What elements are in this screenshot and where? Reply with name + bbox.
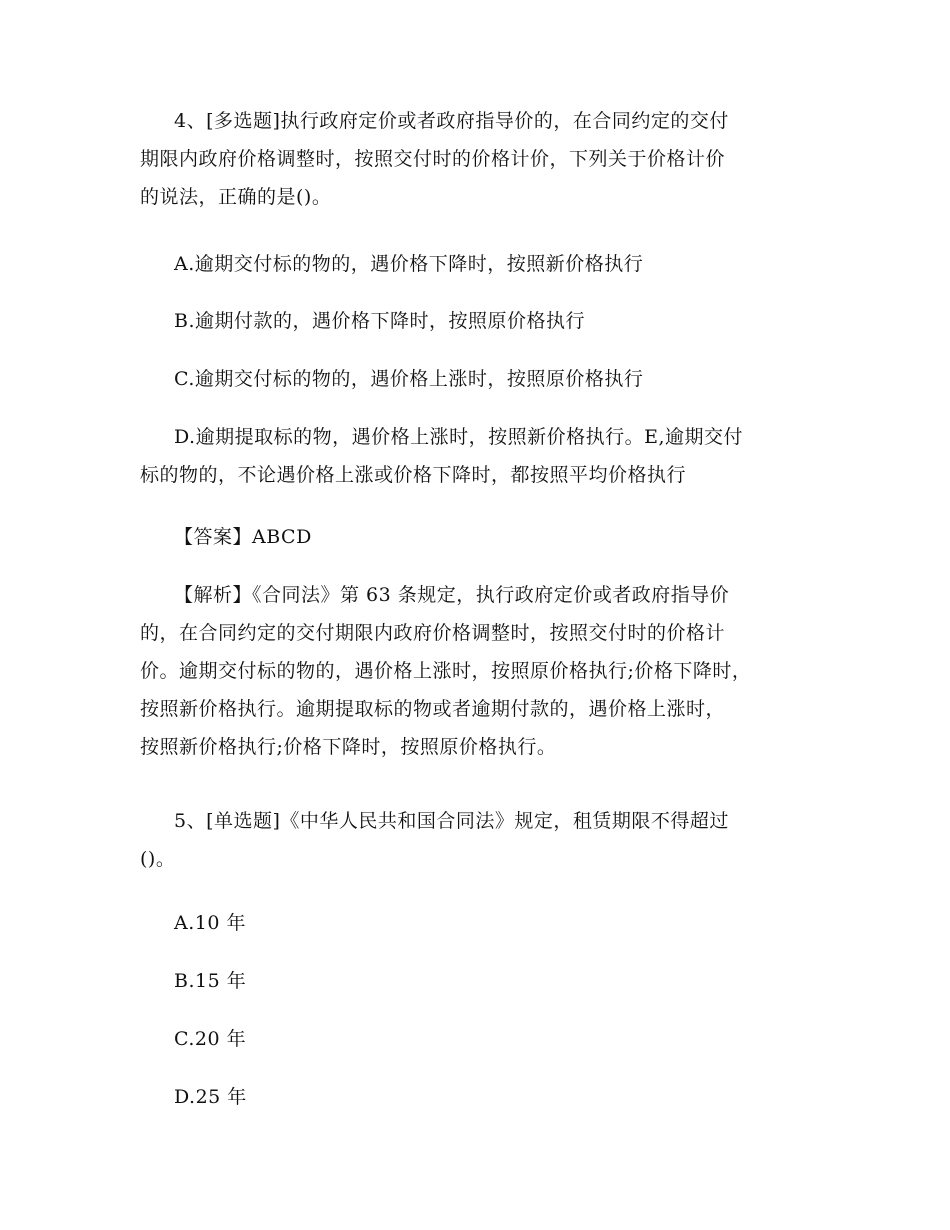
question-4-option-e-line: 标的物的，不论遇价格上涨或价格下降时，都按照平均价格执行 [140, 464, 687, 486]
question-4-option-d-line: D.逾期提取标的物，遇价格上涨时，按照新价格执行。E,逾期交付 [174, 426, 744, 448]
question-4-option-d-e [140, 418, 840, 494]
question-4-stem-line: 期限内政府价格调整时，按照交付时的价格计价，下列关于价格计价 [140, 148, 726, 170]
question-4-analysis [140, 576, 840, 766]
question-5-stem-line: 5、[单选题]《中华人民共和国合同法》规定，租赁期限不得超过 [174, 810, 729, 832]
question-4-option-a: A.逾期交付标的物的，遇价格下降时，按照新价格执行 [174, 253, 644, 275]
question-4-stem-line: 的说法，正确的是()。 [140, 186, 332, 208]
question-5-stem-line: ()。 [140, 848, 176, 870]
question-5-option-d: D.25 年 [174, 1086, 247, 1108]
question-5-option-b: B.15 年 [174, 970, 247, 992]
analysis-line: 【解析】《合同法》第 63 条规定，执行政府定价或者政府指导价 [174, 584, 730, 606]
question-4-stem-line: 4、[多选题]执行政府定价或者政府指导价的，在合同约定的交付 [174, 110, 729, 132]
analysis-line: 按照新价格执行;价格下降时，按照原价格执行。 [140, 736, 557, 758]
question-5-option-c: C.20 年 [174, 1028, 247, 1050]
analysis-line: 的，在合同约定的交付期限内政府价格调整时，按照交付时的价格计 [140, 622, 726, 644]
question-4-stem [140, 102, 840, 216]
analysis-line: 按照新价格执行。逾期提取标的物或者逾期付款的，遇价格上涨时， [140, 698, 726, 720]
question-4-option-c: C.逾期交付标的物的，遇价格上涨时，按照原价格执行 [174, 368, 644, 390]
question-5-option-a: A.10 年 [174, 912, 246, 934]
question-4-answer: 【答案】ABCD [174, 526, 312, 548]
question-5-stem [140, 802, 840, 878]
question-4-option-b: B.逾期付款的，遇价格下降时，按照原价格执行 [174, 310, 586, 332]
analysis-line: 价。逾期交付标的物的，遇价格上涨时，按照原价格执行;价格下降时， [140, 660, 752, 682]
